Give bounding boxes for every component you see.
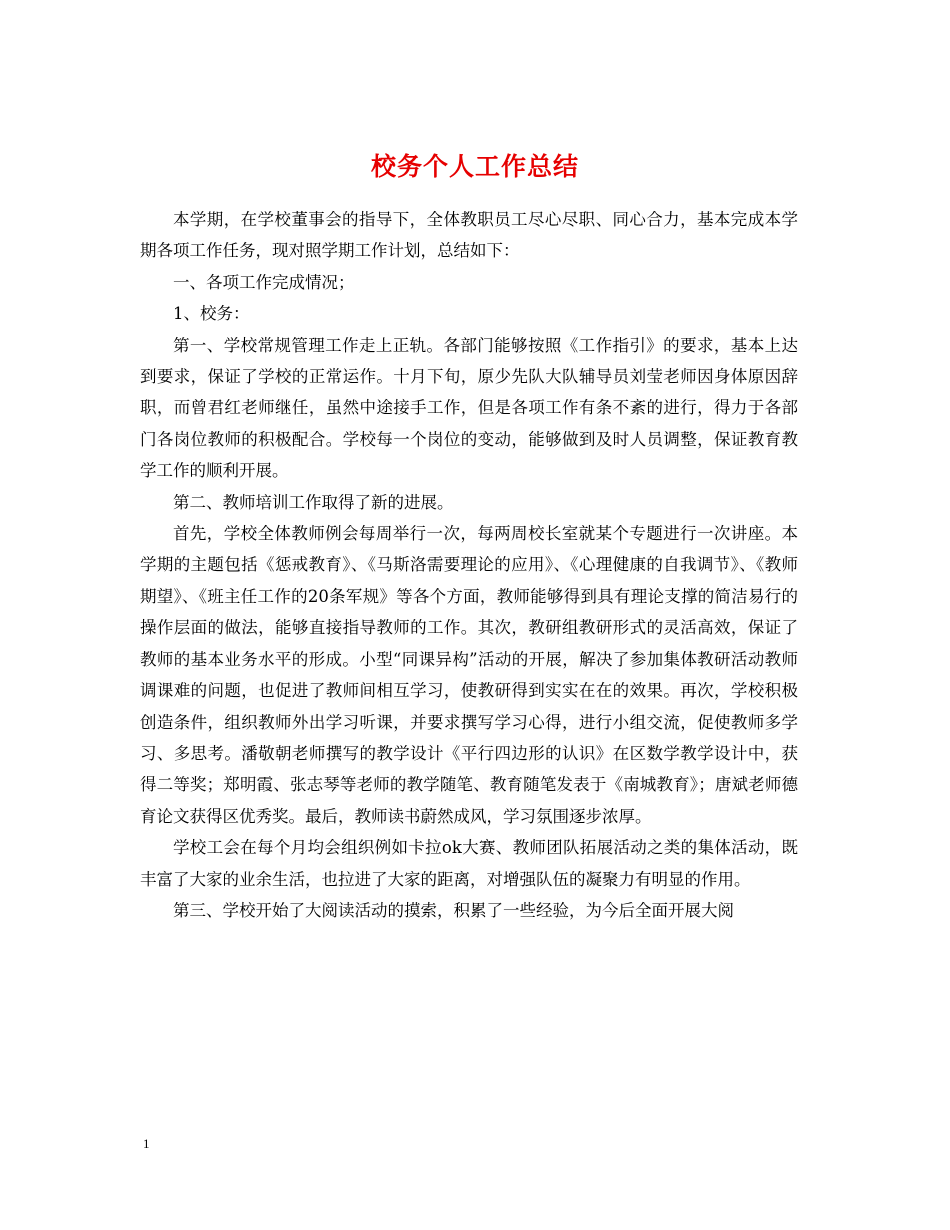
paragraph-intro: 本学期，在学校董事会的指导下，全体教职员工尽心尽职、同心合力，基本完成本学期各项工作任务，现对照学期工作计划，总结如下： [140,210,798,261]
heading-subsection-1: 1、校务： [173,304,250,324]
page-number: 1 [143,1136,150,1151]
document-body [140,204,798,926]
heading-section-1: 一、各项工作完成情况； [173,272,355,292]
paragraph-first: 第一、学校常规管理工作走上正轨。各部门能够按照《工作指引》的要求，基本上达到要求，保证了学校的正常运作。十月下旬，原少先队大队辅导员刘莹老师因身体原因辞职，而曾君红老师继任，虽然中途接手工作，但是各项工作有条不紊的进行，得力于各部门各岗位教师的积极配合。学校每一个岗位的变动，能够做到及时人员调整，保证教育教学工作的顺利开展。 [140,335,798,481]
paragraph-training: 首先，学校全体教师例会每周举行一次，每两周校长室就某个专题进行一次讲座。本学期的主题包括《惩戒教育》、《马斯洛需要理论的应用》、《心理健康的自我调节》、《教师期望》、《班主任工作的20条军规》等各个方面，教师能够得到具有理论支撑的简洁易行的操作层面的做法，能够直接指导教师的工作。其次，教研组教研形式的灵活高效，保证了教师的基本业务水平的形成。小型“同课异构”活动的开展，解决了参加集体教研活动教师调课难的问题，也促进了教师间相互学习，使教研得到实实在在的效果。再次，学校积极创造条件，组织教师外出学习听课，并要求撰写学习心得，进行小组交流，促使教师多学习、多思考。潘敬朝老师撰写的教学设计《平行四边形的认识》在区数学教学设计中，获得二等奖；郑明霞、张志琴等老师的教学随笔、教育随笔发表于《南城教育》；唐斌老师德育论文获得区优秀奖。最后，教师读书蔚然成风，学习氛围逐步浓厚。 [140,524,798,826]
paragraph-third: 第三、学校开始了大阅读活动的摸索，积累了一些经验，为今后全面开展大阅 [173,900,734,920]
paragraph-second-heading: 第二、教师培训工作取得了新的进展。 [173,492,454,512]
document-title: 校务个人工作总结 [370,151,579,181]
paragraph-union: 学校工会在每个月均会组织例如卡拉ok大赛、教师团队拓展活动之类的集体活动，既丰富了大家的业余生活，也拉进了大家的距离，对增强队伍的凝聚力有明显的作用。 [140,838,798,889]
